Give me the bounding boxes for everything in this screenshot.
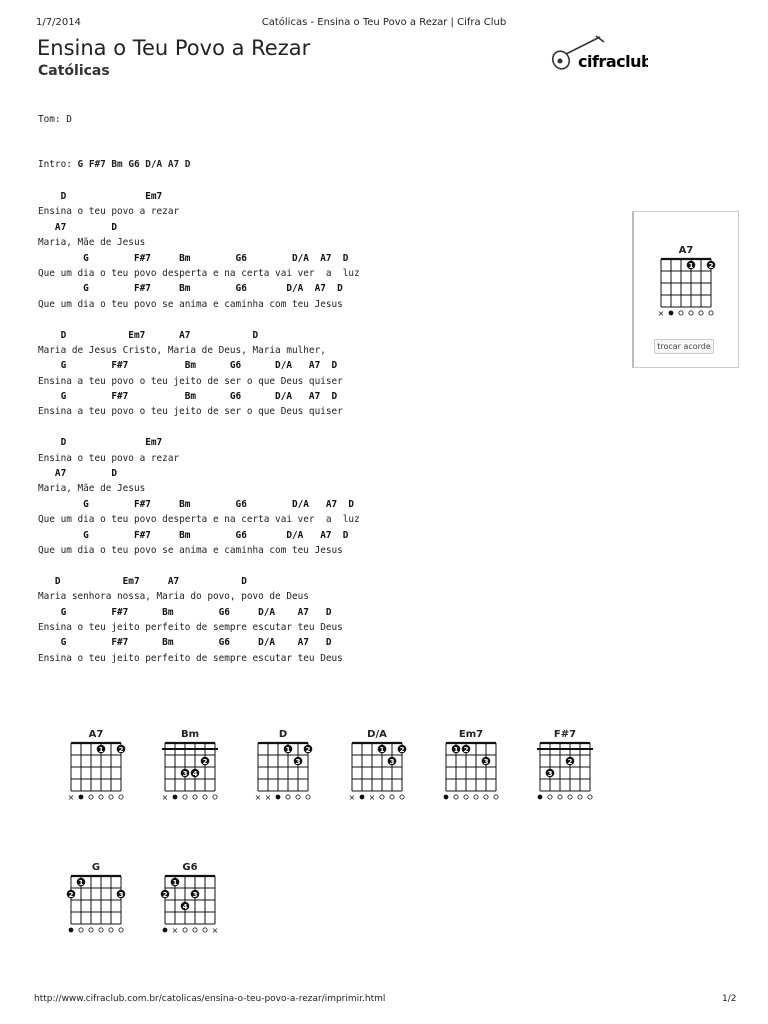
change-chord-button[interactable]: trocar acorde <box>654 339 714 354</box>
chord-line[interactable]: G F#7 Bm G6 D/A A7 D <box>38 252 349 264</box>
finger-number: 1 <box>78 879 84 887</box>
open-string-marker <box>400 795 404 799</box>
finger-number: 3 <box>295 758 301 766</box>
muted-string-marker: × <box>171 926 179 935</box>
footer-page-number: 1/2 <box>722 994 737 1004</box>
finger-number: 3 <box>483 758 489 766</box>
open-string-marker <box>286 795 290 799</box>
chord-name: G <box>91 862 101 873</box>
open-string-marker <box>193 928 197 932</box>
open-string-marker <box>119 795 123 799</box>
muted-string-marker: × <box>211 926 219 935</box>
chord-name: G6 <box>182 862 198 873</box>
chord-line[interactable]: G F#7 Bm G6 D/A A7 D <box>38 283 343 295</box>
open-string-marker <box>183 928 187 932</box>
tom-label: Tom: <box>38 114 61 125</box>
chord-line[interactable]: G F#7 Bm G6 D/A A7 D <box>38 637 332 649</box>
print-page-title: Católicas - Ensina o Teu Povo a Rezar | Cifra Club <box>261 17 507 28</box>
root-marker <box>669 311 674 316</box>
lyric-line: Maria senhora nossa, Maria do povo, povo de Deus <box>38 591 309 603</box>
muted-string-marker: × <box>368 793 376 802</box>
blank-line <box>38 558 360 573</box>
open-string-marker <box>119 928 123 932</box>
muted-string-marker: × <box>67 793 75 802</box>
finger-number: 3 <box>118 891 124 899</box>
open-string-marker <box>79 928 83 932</box>
root-marker <box>173 795 178 800</box>
finger-number: 1 <box>285 746 291 754</box>
root-marker <box>79 795 84 800</box>
muted-string-marker: × <box>264 793 272 802</box>
open-string-marker <box>213 795 217 799</box>
open-string-marker <box>474 795 478 799</box>
finger-number: 3 <box>192 891 198 899</box>
open-string-marker <box>99 795 103 799</box>
chord-name: Em7 <box>458 729 484 740</box>
chord-name: D <box>278 729 288 740</box>
lyric-line: Ensina a teu povo o teu jeito de ser o que Deus quiser <box>38 406 343 418</box>
lyric-line: Ensina a teu povo o teu jeito de ser o que Deus quiser <box>38 375 343 387</box>
chord-name: A7 <box>88 729 104 740</box>
chord-diagram-d <box>252 726 322 816</box>
open-string-marker <box>109 928 113 932</box>
finger-number: 2 <box>202 758 208 766</box>
root-marker <box>360 795 365 800</box>
finger-number: 2 <box>463 746 469 754</box>
lyric-line: Que um dia o teu povo desperta e na certa vai ver a luz <box>38 514 360 526</box>
chord-diagram-g6 <box>159 859 229 949</box>
chord-diagram-g <box>65 859 135 949</box>
finger-number: 2 <box>305 746 311 754</box>
open-string-marker <box>679 311 683 315</box>
finger-number: 3 <box>547 770 553 778</box>
finger-number: 1 <box>688 262 694 270</box>
intro-label: Intro: <box>38 159 72 170</box>
root-marker <box>69 928 74 933</box>
song-title: Ensina o Teu Povo a Rezar <box>37 36 311 60</box>
finger-number: 3 <box>182 770 188 778</box>
lyric-line: Maria de Jesus Cristo, Maria de Deus, Maria mulher, <box>38 344 326 356</box>
lyric-line: Maria, Mãe de Jesus <box>38 483 146 495</box>
lyric-line: Ensina o teu jeito perfeito de sempre escutar teu Deus <box>38 621 343 633</box>
muted-string-marker: × <box>348 793 356 802</box>
open-string-marker <box>306 795 310 799</box>
chord-name: D/A <box>367 729 387 740</box>
finger-number: 4 <box>192 770 198 778</box>
footer-url: http://www.cifraclub.com.br/catolicas/ensina-o-teu-povo-a-rezar/imprimir.html <box>34 994 386 1004</box>
print-date: 1/7/2014 <box>36 17 81 28</box>
lyric-line: Ensina o teu povo a rezar <box>38 452 180 464</box>
finger-number: 2 <box>68 891 74 899</box>
root-marker <box>163 928 168 933</box>
open-string-marker <box>494 795 498 799</box>
cifraclub-logo[interactable] <box>548 34 648 78</box>
sidebar-chord-diagram[interactable] <box>636 232 736 352</box>
open-string-marker <box>568 795 572 799</box>
open-string-marker <box>588 795 592 799</box>
chord-diagram-a7 <box>65 726 135 816</box>
lyric-line: Ensina o teu jeito perfeito de sempre escutar teu Deus <box>38 652 343 664</box>
chord-diagram-f7 <box>534 726 604 816</box>
root-marker <box>538 795 543 800</box>
muted-string-marker: × <box>657 309 665 318</box>
chord-line[interactable]: G F#7 Bm G6 D/A A7 D <box>38 360 338 372</box>
chord-line[interactable]: G F#7 Bm G6 D/A A7 D <box>38 391 338 403</box>
open-string-marker <box>390 795 394 799</box>
root-marker <box>276 795 281 800</box>
open-string-marker <box>464 795 468 799</box>
open-string-marker <box>558 795 562 799</box>
intro-chords[interactable]: G F#7 Bm G6 D/A A7 D <box>77 159 191 170</box>
open-string-marker <box>109 795 113 799</box>
lyric-line: Que um dia o teu povo desperta e na certa vai ver a luz <box>38 267 360 279</box>
song-key <box>38 114 72 125</box>
chord-diagram-da <box>346 726 416 816</box>
finger-number: 3 <box>389 758 395 766</box>
open-string-marker <box>193 795 197 799</box>
open-string-marker <box>484 795 488 799</box>
chord-line[interactable]: D Em7 <box>38 191 163 202</box>
finger-number: 2 <box>567 758 573 766</box>
open-string-marker <box>89 928 93 932</box>
chord-line[interactable]: D Em7 <box>38 437 163 449</box>
finger-number: 1 <box>379 746 385 754</box>
lyric-line: Que um dia o teu povo se anima e caminha com teu Jesus <box>38 298 343 310</box>
finger-number: 2 <box>162 891 168 899</box>
root-marker <box>444 795 449 800</box>
chord-line[interactable]: A7 D <box>38 468 118 480</box>
chord-line[interactable]: D Em7 A7 D <box>38 575 247 587</box>
finger-number: 1 <box>453 746 459 754</box>
open-string-marker <box>203 795 207 799</box>
guitar-icon <box>548 34 648 74</box>
chord-diagram-bm <box>159 726 229 816</box>
open-string-marker <box>203 928 207 932</box>
chord-name: Bm <box>180 729 200 740</box>
tom-value[interactable]: D <box>66 114 72 125</box>
open-string-marker <box>709 311 713 315</box>
finger-number: 1 <box>172 879 178 887</box>
blank-line <box>38 312 360 327</box>
open-string-marker <box>689 311 693 315</box>
muted-string-marker: × <box>161 793 169 802</box>
chord-line[interactable]: G F#7 Bm G6 D/A A7 D <box>38 498 355 510</box>
open-string-marker <box>99 928 103 932</box>
open-string-marker <box>183 795 187 799</box>
logo-text: cifraclub <box>578 52 648 71</box>
blank-line <box>38 420 360 435</box>
chord-name: A7 <box>678 245 694 256</box>
open-string-marker <box>380 795 384 799</box>
chord-line[interactable]: A7 D <box>38 221 118 233</box>
chord-line[interactable]: G F#7 Bm G6 D/A A7 D <box>38 606 332 618</box>
song-intro <box>38 159 190 170</box>
song-artist[interactable]: Católicas <box>38 63 110 79</box>
lyric-line: Maria, Mãe de Jesus <box>38 237 146 249</box>
open-string-marker <box>89 795 93 799</box>
finger-number: 2 <box>399 746 405 754</box>
finger-number: 4 <box>182 903 188 911</box>
finger-number: 2 <box>118 746 124 754</box>
finger-number: 2 <box>708 262 714 270</box>
lyric-line: Ensina o teu povo a rezar <box>38 206 180 218</box>
chord-line[interactable]: G F#7 Bm G6 D/A A7 D <box>38 529 349 541</box>
chord-diagram-em7 <box>440 726 510 816</box>
chord-line[interactable]: D Em7 A7 D <box>38 329 259 341</box>
chord-name: F#7 <box>553 729 577 740</box>
open-string-marker <box>548 795 552 799</box>
open-string-marker <box>454 795 458 799</box>
open-string-marker <box>296 795 300 799</box>
chord-sidebar <box>632 211 739 368</box>
open-string-marker <box>699 311 703 315</box>
open-string-marker <box>578 795 582 799</box>
lyric-line: Que um dia o teu povo se anima e caminha com teu Jesus <box>38 544 343 556</box>
muted-string-marker: × <box>254 793 262 802</box>
lyrics-block <box>38 189 360 666</box>
finger-number: 1 <box>98 746 104 754</box>
